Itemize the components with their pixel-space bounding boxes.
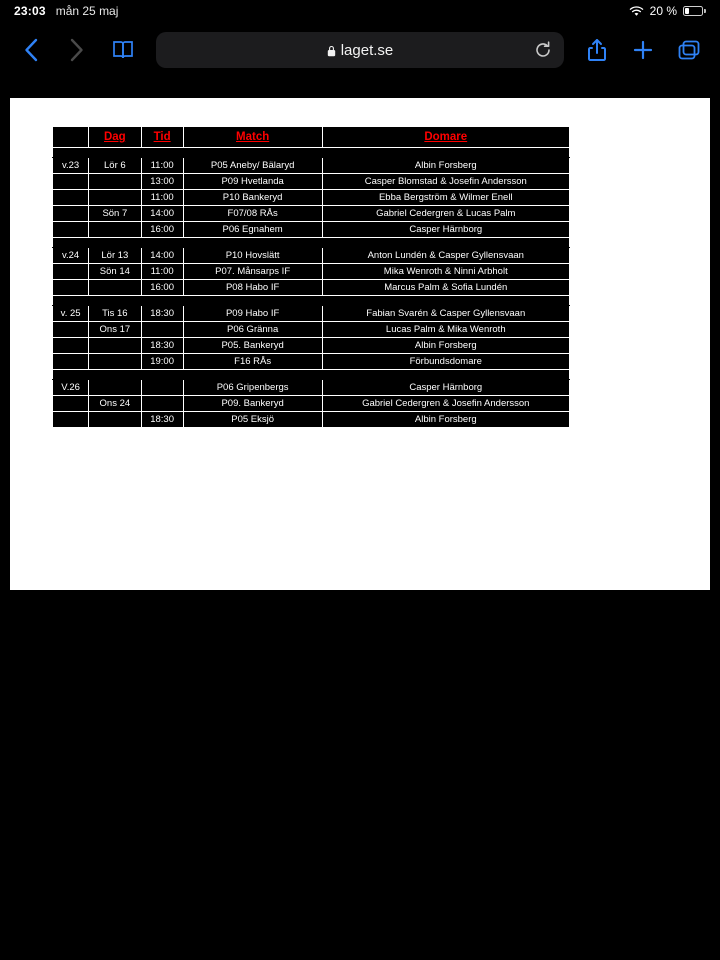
cell-time: 11:00 xyxy=(141,158,183,174)
cell-week xyxy=(53,280,89,296)
reload-button[interactable] xyxy=(532,39,554,61)
spacer-cell xyxy=(53,296,570,306)
cell-referee: Albin Forsberg xyxy=(322,412,569,428)
cell-day xyxy=(89,190,141,206)
cell-match: P10 Hovslätt xyxy=(183,248,322,264)
cell-time: 19:00 xyxy=(141,354,183,370)
cell-time: 16:00 xyxy=(141,280,183,296)
cell-time xyxy=(141,396,183,412)
cell-week xyxy=(53,396,89,412)
status-bar xyxy=(0,0,720,22)
table-row xyxy=(53,174,570,190)
table-row xyxy=(53,380,570,396)
wifi-icon xyxy=(629,6,644,17)
cell-match: P08 Habo IF xyxy=(183,280,322,296)
browser-toolbar xyxy=(0,22,720,78)
cell-day: Ons 17 xyxy=(89,322,141,338)
cell-week xyxy=(53,354,89,370)
address-bar-content xyxy=(327,42,394,59)
cell-week xyxy=(53,338,89,354)
schedule-header-row xyxy=(53,127,570,148)
cell-day xyxy=(89,222,141,238)
cell-match: F16 RÅs xyxy=(183,354,322,370)
cell-referee: Lucas Palm & Mika Wenroth xyxy=(322,322,569,338)
cell-time: 11:00 xyxy=(141,190,183,206)
cell-day: Sön 14 xyxy=(89,264,141,280)
spacer-cell xyxy=(53,148,570,158)
cell-referee: Mika Wenroth & Ninni Arbholt xyxy=(322,264,569,280)
cell-time: 14:00 xyxy=(141,248,183,264)
cell-referee: Marcus Palm & Sofia Lundén xyxy=(322,280,569,296)
cell-time: 18:30 xyxy=(141,412,183,428)
cell-day: Tis 16 xyxy=(89,306,141,322)
cell-week xyxy=(53,322,89,338)
column-header-time: Tid xyxy=(141,127,183,148)
cell-referee: Förbundsdomare xyxy=(322,354,569,370)
cell-match: P09 Hvetlanda xyxy=(183,174,322,190)
status-bar-right xyxy=(629,4,706,18)
cell-referee: Ebba Bergström & Wilmer Enell xyxy=(322,190,569,206)
cell-day xyxy=(89,380,141,396)
cell-referee: Gabriel Cedergren & Josefin Andersson xyxy=(322,396,569,412)
bookmarks-button[interactable] xyxy=(106,33,140,67)
cell-time xyxy=(141,380,183,396)
status-time: 23:03 xyxy=(14,4,46,18)
url-text: laget.se xyxy=(340,41,394,59)
schedule-table xyxy=(52,126,570,428)
spacer-cell xyxy=(53,238,570,248)
cell-time: 18:30 xyxy=(141,338,183,354)
cell-referee: Albin Forsberg xyxy=(322,158,569,174)
schedule-table-wrapper xyxy=(52,126,572,428)
cell-match: P05 Aneby/ Bälaryd xyxy=(183,158,322,174)
table-row xyxy=(53,306,570,322)
cell-match: P10 Bankeryd xyxy=(183,190,322,206)
table-row xyxy=(53,206,570,222)
cell-match: P06 Gränna xyxy=(183,322,322,338)
address-bar[interactable] xyxy=(156,32,564,68)
table-row xyxy=(53,396,570,412)
schedule-group-spacer xyxy=(53,148,570,158)
table-row xyxy=(53,322,570,338)
cell-referee: Casper Härnborg xyxy=(322,380,569,396)
cell-referee: Fabian Svarén & Casper Gyllensvaan xyxy=(322,306,569,322)
cell-referee: Gabriel Cedergren & Lucas Palm xyxy=(322,206,569,222)
schedule-group-spacer xyxy=(53,296,570,306)
cell-match: P05. Bankeryd xyxy=(183,338,322,354)
cell-match: F07/08 RÅs xyxy=(183,206,322,222)
cell-week xyxy=(53,222,89,238)
status-date: mån 25 maj xyxy=(55,4,119,18)
spacer-cell xyxy=(53,370,570,380)
cell-match: P09. Bankeryd xyxy=(183,396,322,412)
cell-referee: Casper Härnborg xyxy=(322,222,569,238)
share-button[interactable] xyxy=(580,33,614,67)
cell-week: v.23 xyxy=(53,158,89,174)
column-header-match: Match xyxy=(183,127,322,148)
schedule-group-spacer xyxy=(53,370,570,380)
table-row xyxy=(53,248,570,264)
column-header-week xyxy=(53,127,89,148)
cell-time: 14:00 xyxy=(141,206,183,222)
cell-day xyxy=(89,280,141,296)
cell-match: P07. Månsarps IF xyxy=(183,264,322,280)
table-row xyxy=(53,222,570,238)
table-row xyxy=(53,338,570,354)
cell-day: Ons 24 xyxy=(89,396,141,412)
table-row xyxy=(53,412,570,428)
cell-match: P05 Eksjö xyxy=(183,412,322,428)
cell-time: 18:30 xyxy=(141,306,183,322)
cell-time: 11:00 xyxy=(141,264,183,280)
cell-week xyxy=(53,264,89,280)
column-header-day: Dag xyxy=(89,127,141,148)
battery-icon xyxy=(683,6,706,16)
cell-week xyxy=(53,174,89,190)
schedule-group-spacer xyxy=(53,238,570,248)
cell-time: 13:00 xyxy=(141,174,183,190)
cell-week: v.24 xyxy=(53,248,89,264)
cell-day xyxy=(89,174,141,190)
back-button[interactable] xyxy=(14,33,48,67)
table-row xyxy=(53,190,570,206)
web-page-content xyxy=(10,98,710,590)
cell-week xyxy=(53,412,89,428)
cell-referee: Anton Lundén & Casper Gyllensvaan xyxy=(322,248,569,264)
battery-percent-label: 20 % xyxy=(649,4,677,18)
cell-week: V.26 xyxy=(53,380,89,396)
tabs-button[interactable] xyxy=(672,33,706,67)
forward-button[interactable] xyxy=(60,33,94,67)
cell-day xyxy=(89,412,141,428)
table-row xyxy=(53,158,570,174)
cell-week xyxy=(53,206,89,222)
cell-referee: Albin Forsberg xyxy=(322,338,569,354)
cell-match: P09 Habo IF xyxy=(183,306,322,322)
cell-day xyxy=(89,338,141,354)
column-header-referee: Domare xyxy=(322,127,569,148)
cell-time xyxy=(141,322,183,338)
cell-week xyxy=(53,190,89,206)
schedule-body xyxy=(53,148,570,428)
cell-day: Lör 6 xyxy=(89,158,141,174)
cell-match: P06 Gripenbergs xyxy=(183,380,322,396)
cell-referee: Casper Blomstad & Josefin Andersson xyxy=(322,174,569,190)
cell-match: P06 Egnahem xyxy=(183,222,322,238)
cell-week: v. 25 xyxy=(53,306,89,322)
lock-icon xyxy=(327,44,336,56)
cell-time: 16:00 xyxy=(141,222,183,238)
table-row xyxy=(53,280,570,296)
cell-day: Sön 7 xyxy=(89,206,141,222)
status-bar-left xyxy=(14,4,118,18)
cell-day: Lör 13 xyxy=(89,248,141,264)
cell-day xyxy=(89,354,141,370)
table-row xyxy=(53,354,570,370)
table-row xyxy=(53,264,570,280)
new-tab-button[interactable] xyxy=(626,33,660,67)
